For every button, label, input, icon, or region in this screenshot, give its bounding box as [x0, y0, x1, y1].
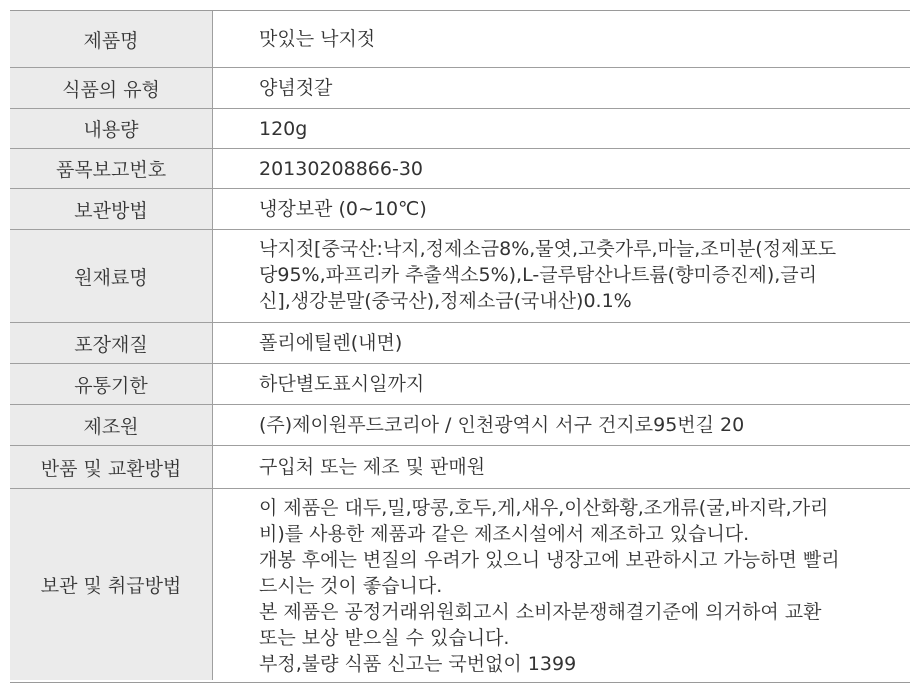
row-food-type	[10, 68, 910, 109]
row-label: 유통기한	[10, 364, 213, 404]
row-value: 20130208866-30	[259, 157, 424, 180]
row-label: 제품명	[10, 11, 213, 67]
row-label: 품목보고번호	[10, 149, 213, 188]
row-value: (주)제이원푸드코리아 / 인천광역시 서구 건지로95번길 20	[259, 414, 745, 436]
row-manufacturer	[10, 405, 910, 446]
row-label: 식품의 유형	[10, 68, 213, 108]
row-ingredients	[10, 230, 910, 323]
product-info-table	[10, 10, 910, 683]
row-value: 양념젓갈	[259, 77, 333, 99]
row-packaging	[10, 323, 910, 364]
row-value: 120g	[259, 117, 308, 140]
row-value	[213, 230, 910, 322]
row-label: 내용량	[10, 109, 213, 148]
row-product-name	[10, 11, 910, 68]
row-value: 구입처 또는 제조 및 판매원	[259, 456, 486, 478]
row-report-number	[10, 149, 910, 189]
row-value	[213, 489, 910, 680]
row-label: 보관방법	[10, 189, 213, 229]
row-value: 하단별도표시일까지	[259, 373, 425, 395]
row-return-exchange	[10, 446, 910, 489]
row-label: 보관 및 취급방법	[10, 489, 213, 680]
row-label: 원재료명	[10, 230, 213, 322]
row-label: 포장재질	[10, 323, 213, 363]
row-handling	[10, 489, 910, 680]
row-label: 제조원	[10, 405, 213, 445]
row-value: 맛있는 낙지젓	[259, 28, 376, 50]
row-label: 반품 및 교환방법	[10, 446, 213, 488]
ingredients-text: 낙지젓[중국산:낙지,정제소금8%,물엿,고춧가루,마늘,조미분(정제포도 당95%,파프리카 추출색소5%),L-글루탐산나트륨(향미증진제),글리 신],생강분말(중국산),정제소금(국내산)0.1%	[259, 238, 837, 312]
row-expiry	[10, 364, 910, 405]
row-content-amount	[10, 109, 910, 149]
row-value: 폴리에틸렌(내면)	[259, 332, 403, 354]
row-storage-method	[10, 189, 910, 230]
handling-text: 이 제품은 대두,밀,땅콩,호두,게,새우,이산화황,조개류(굴,바지락,가리 비)를 사용한 제품과 같은 제조시설에서 제조하고 있습니다. 개봉 후에는 변질의 우려가 있으니 냉장고에 보관하시고 가능하면 빨리 드시는 것이 좋습니다. 본 제품은 공정거래위원회고시 소비자분쟁해결기준에 의거하여 교환 또는 보상 받으실 수 있습니다. 부정,불량 식품 신고는 국번없이 1399	[259, 497, 840, 675]
row-value: 냉장보관 (0~10℃)	[259, 198, 427, 220]
